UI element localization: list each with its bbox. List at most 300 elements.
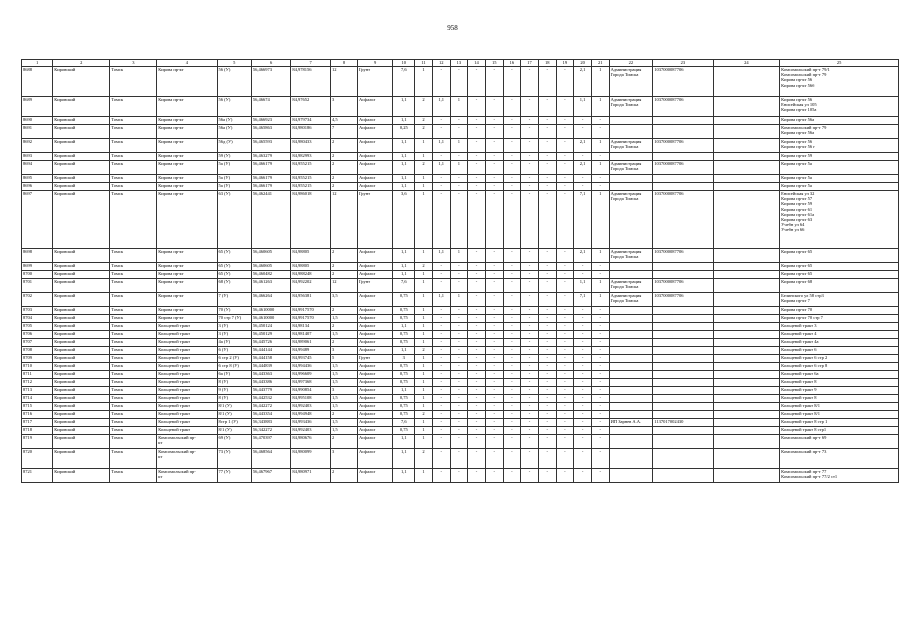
cell-latitude: 56,342272	[251, 427, 291, 435]
cell-col-25	[780, 339, 899, 347]
cell-street: Кирова пр-кт	[157, 153, 217, 161]
cell-owner	[609, 435, 653, 449]
cell-street: Кирова пр-кт	[157, 191, 217, 249]
cell-ogrn	[653, 411, 713, 419]
cell-cell-16: -	[503, 411, 521, 419]
cell-line: Города Томска	[610, 144, 639, 150]
cell-house: 6 стр 2 (У)	[217, 355, 251, 363]
cell-latitude: 56,444144	[251, 347, 291, 355]
cell-cell-21: -	[591, 263, 609, 271]
cell-district: Кировский	[53, 279, 110, 293]
cell-longitude: 84,990854	[291, 387, 331, 395]
cell-area: 2	[330, 323, 357, 331]
cell-longitude: 84,99489	[291, 347, 331, 355]
cell-cell-20: 2,1	[574, 139, 592, 153]
cell-length: 0,75	[393, 363, 415, 371]
cell-cell-21: -	[591, 449, 609, 469]
cell-line: Кирова пр-кт 56	[781, 97, 813, 102]
cell-row-id: 8694	[22, 161, 53, 175]
cell-row-id: 8703	[22, 307, 53, 315]
table-row	[22, 363, 899, 371]
cell-line: Кирова пр-кт 57	[781, 196, 813, 202]
cell-cell-21: 1	[591, 161, 609, 175]
cell-cell-12: -	[432, 371, 450, 379]
cell-row-id: 8712	[22, 379, 53, 387]
cell-line: Администрация	[610, 67, 642, 72]
cell-latitude: 56,461263	[251, 279, 291, 293]
cell-count: 1	[415, 435, 433, 449]
cell-house: 68 (У)	[217, 279, 251, 293]
cell-cell-12: -	[432, 271, 450, 279]
cell-count: 2	[415, 449, 433, 469]
cell-street: Кольцевой тракт	[157, 331, 217, 339]
cell-cell-15: -	[485, 355, 503, 363]
cell-col-25	[780, 117, 899, 125]
cell-cell-20: -	[574, 117, 592, 125]
table-row	[22, 271, 899, 279]
cell-count: 1	[415, 139, 433, 153]
cell-cell-14: -	[468, 263, 486, 271]
cell-cell-16: -	[503, 449, 521, 469]
cell-district: Кировский	[53, 307, 110, 315]
cell-cell-15: -	[485, 175, 503, 183]
cell-served-addresses	[713, 183, 780, 191]
cell-cell-16: -	[503, 387, 521, 395]
cell-longitude: 84,989061	[291, 339, 331, 347]
cell-cell-20: -	[574, 323, 592, 331]
cell-line: кт	[158, 440, 163, 446]
cell-area: 1,5	[330, 363, 357, 371]
cell-cell-12: -	[432, 67, 450, 97]
cell-area: 2	[330, 139, 357, 153]
cell-latitude: 56,450129	[251, 331, 291, 339]
cell-row-id: 8720	[22, 449, 53, 469]
cell-district: Кировский	[53, 371, 110, 379]
cell-line: Кирова пр-кт 5а	[781, 175, 812, 180]
cell-line: Кирова пр-кт 65	[781, 249, 813, 254]
cell-cell-14: -	[468, 323, 486, 331]
cell-cell-13: -	[450, 191, 468, 249]
cell-city: Томск	[110, 315, 157, 323]
header-row	[22, 60, 899, 67]
cell-cell-20: -	[574, 347, 592, 355]
cell-cell-13: -	[450, 355, 468, 363]
cell-row-id: 8704	[22, 315, 53, 323]
cell-cell-13: -	[450, 315, 468, 323]
cell-owner	[609, 379, 653, 387]
cell-length: 3,6	[393, 191, 415, 249]
cell-col-25	[780, 363, 899, 371]
cell-cell-16: -	[503, 97, 521, 117]
cell-cell-16: -	[503, 271, 521, 279]
cell-district: Кировский	[53, 161, 110, 175]
cell-cell-17: -	[521, 271, 539, 279]
cell-row-id: 8719	[22, 435, 53, 449]
cell-cell-15: -	[485, 469, 503, 483]
cell-longitude: 84,996609	[291, 371, 331, 379]
cell-col-25	[780, 387, 899, 395]
cell-cell-21: 1	[591, 97, 609, 117]
column-header: 2	[53, 60, 110, 67]
cell-area: 1,5	[330, 379, 357, 387]
cell-latitude: 56,462441	[251, 191, 291, 249]
cell-district: Кировский	[53, 97, 110, 117]
cell-served-addresses	[713, 161, 780, 175]
cell-cell-19: -	[556, 435, 574, 449]
cell-cell-19: -	[556, 411, 574, 419]
cell-house: 65 (У)	[217, 271, 251, 279]
cell-street: Кольцевой тракт	[157, 419, 217, 427]
cell-length: 0,75	[393, 427, 415, 435]
cell-line: Администрация	[610, 279, 642, 284]
cell-ogrn	[653, 307, 713, 315]
cell-cell-19: -	[556, 175, 574, 183]
cell-district: Кировский	[53, 153, 110, 161]
cell-house: 3 (У)	[217, 323, 251, 331]
cell-surface: Асфальт	[357, 395, 392, 403]
cell-cell-20: -	[574, 307, 592, 315]
cell-district: Кировский	[53, 449, 110, 469]
cell-latitude: 56,4610000	[251, 307, 291, 315]
cell-ogrn	[653, 403, 713, 411]
cell-ogrn	[653, 315, 713, 323]
column-header: 8	[330, 60, 357, 67]
cell-street: Кольцевой тракт	[157, 355, 217, 363]
cell-cell-15: -	[485, 271, 503, 279]
cell-cell-14: -	[468, 125, 486, 139]
cell-cell-15: -	[485, 347, 503, 355]
cell-owner	[609, 315, 653, 323]
cell-count: 1	[415, 339, 433, 347]
cell-line: Администрация	[610, 191, 642, 196]
cell-cell-17: -	[521, 139, 539, 153]
cell-cell-20: -	[574, 183, 592, 191]
cell-cell-20: -	[574, 419, 592, 427]
cell-cell-12: -	[432, 117, 450, 125]
cell-cell-20: 2,1	[574, 249, 592, 263]
cell-row-id: 8721	[22, 469, 53, 483]
cell-latitude: 56,443386	[251, 379, 291, 387]
cell-house: 73 (У)	[217, 449, 251, 469]
cell-cell-19: -	[556, 183, 574, 191]
cell-cell-19: -	[556, 139, 574, 153]
cell-latitude: 56,442272	[251, 403, 291, 411]
cell-cell-14: -	[468, 387, 486, 395]
cell-owner	[609, 427, 653, 435]
cell-cell-19: -	[556, 347, 574, 355]
table-row	[22, 279, 899, 293]
cell-owner	[609, 411, 653, 419]
table-row	[22, 307, 899, 315]
cell-cell-15: -	[485, 395, 503, 403]
cell-count: 1	[415, 315, 433, 323]
cell-line: Кольцевой тракт 8	[781, 379, 817, 384]
cell-count: 1	[415, 307, 433, 315]
cell-cell-17: -	[521, 427, 539, 435]
table-row	[22, 355, 899, 363]
cell-house: 56 (У)	[217, 67, 251, 97]
cell-cell-19: -	[556, 339, 574, 347]
cell-cell-20: -	[574, 355, 592, 363]
cell-ogrn: 1037000087706	[653, 67, 713, 97]
cell-length: 1,1	[393, 153, 415, 161]
cell-cell-14: -	[468, 331, 486, 339]
cell-longitude: 84,98134	[291, 323, 331, 331]
cell-street: Кирова пр-кт	[157, 125, 217, 139]
cell-longitude: 84,995108	[291, 395, 331, 403]
cell-line: Города Томска	[610, 72, 639, 78]
cell-city: Томск	[110, 293, 157, 307]
cell-cell-15: -	[485, 67, 503, 97]
cell-line: Комсомольский пр-т 77/2 ст1	[781, 474, 838, 480]
cell-city: Томск	[110, 307, 157, 315]
cell-served-addresses	[713, 331, 780, 339]
cell-latitude: 56,460605	[251, 263, 291, 271]
cell-ogrn	[653, 371, 713, 379]
cell-served-addresses	[713, 323, 780, 331]
cell-cell-17: -	[521, 293, 539, 307]
cell-cell-19: -	[556, 331, 574, 339]
table-row	[22, 435, 899, 449]
cell-cell-21: -	[591, 307, 609, 315]
cell-cell-18: -	[538, 379, 556, 387]
cell-line: Кирова пр-кт 59	[781, 153, 813, 158]
cell-district: Кировский	[53, 125, 110, 139]
cell-cell-14: -	[468, 395, 486, 403]
cell-cell-18: -	[538, 97, 556, 117]
cell-cell-19: -	[556, 161, 574, 175]
cell-cell-18: -	[538, 279, 556, 293]
cell-cell-14: -	[468, 153, 486, 161]
cell-count: 1	[415, 355, 433, 363]
cell-cell-18: -	[538, 403, 556, 411]
cell-area: 3	[330, 347, 357, 355]
cell-cell-18: -	[538, 395, 556, 403]
cell-cell-12: -	[432, 191, 450, 249]
cell-surface: Асфальт	[357, 97, 392, 117]
cell-city: Томск	[110, 435, 157, 449]
cell-count: 1	[415, 67, 433, 97]
cell-cell-20: 1,1	[574, 279, 592, 293]
cell-cell-18: -	[538, 469, 556, 483]
cell-cell-20: -	[574, 395, 592, 403]
cell-longitude: 84,979734	[291, 117, 331, 125]
cell-cell-19: -	[556, 191, 574, 249]
cell-house: 5а (У)	[217, 161, 251, 175]
cell-cell-20: -	[574, 315, 592, 323]
cell-cell-14: -	[468, 379, 486, 387]
cell-line: Белинского ул 58 стр3	[781, 293, 824, 298]
cell-row-id: 8707	[22, 339, 53, 347]
cell-latitude: 56,466923	[251, 117, 291, 125]
cell-owner	[609, 161, 653, 175]
cell-cell-14: -	[468, 293, 486, 307]
cell-cell-17: -	[521, 347, 539, 355]
cell-cell-12: -	[432, 263, 450, 271]
cell-area: 1,5	[330, 315, 357, 323]
cell-street: Кирова пр-кт	[157, 271, 217, 279]
cell-cell-14: -	[468, 427, 486, 435]
column-header: 19	[556, 60, 574, 67]
cell-longitude: 84,980186	[291, 125, 331, 139]
cell-surface: Асфальт	[357, 323, 392, 331]
cell-served-addresses	[713, 315, 780, 323]
cell-cell-17: -	[521, 263, 539, 271]
cell-city: Томск	[110, 161, 157, 175]
cell-cell-12: -	[432, 435, 450, 449]
cell-cell-20: 7,1	[574, 293, 592, 307]
table-row	[22, 125, 899, 139]
cell-cell-13: -	[450, 387, 468, 395]
cell-cell-13: -	[450, 379, 468, 387]
cell-street: Кольцевой тракт	[157, 347, 217, 355]
cell-col-25	[780, 315, 899, 323]
cell-street: Кирова пр-кт	[157, 315, 217, 323]
cell-ogrn	[653, 153, 713, 161]
cell-col-25	[780, 449, 899, 469]
cell-cell-16: -	[503, 435, 521, 449]
cell-ogrn	[653, 379, 713, 387]
column-header: 9	[357, 60, 392, 67]
cell-cell-18: -	[538, 355, 556, 363]
cell-cell-21: -	[591, 271, 609, 279]
cell-col-25	[780, 271, 899, 279]
cell-served-addresses	[713, 263, 780, 271]
cell-district: Кировский	[53, 191, 110, 249]
cell-cell-21: -	[591, 363, 609, 371]
cell-city: Томск	[110, 347, 157, 355]
cell-surface: Асфальт	[357, 347, 392, 355]
cell-area: 3	[330, 449, 357, 469]
column-header: 23	[653, 60, 713, 67]
cell-ogrn	[653, 125, 713, 139]
cell-cell-16: -	[503, 331, 521, 339]
cell-area: 2	[330, 175, 357, 183]
cell-cell-16: -	[503, 371, 521, 379]
cell-line: Кирова пр-кт 65	[781, 271, 813, 276]
cell-cell-12: -	[432, 387, 450, 395]
cell-street: Кирова пр-кт	[157, 97, 217, 117]
cell-cell-16: -	[503, 427, 521, 435]
cell-cell-13: -	[450, 395, 468, 403]
cell-length: 7,6	[393, 419, 415, 427]
cell-line: Кольцевой тракт 6	[781, 347, 817, 352]
table-row	[22, 395, 899, 403]
cell-cell-15: -	[485, 419, 503, 427]
cell-cell-20: -	[574, 435, 592, 449]
cell-cell-16: -	[503, 339, 521, 347]
cell-cell-12: -	[432, 419, 450, 427]
cell-cell-16: -	[503, 469, 521, 483]
cell-cell-13: -	[450, 67, 468, 97]
cell-length: 0,75	[393, 379, 415, 387]
cell-served-addresses	[713, 97, 780, 117]
cell-col-25	[780, 379, 899, 387]
cell-cell-17: -	[521, 363, 539, 371]
cell-surface: Асфальт	[357, 419, 392, 427]
cell-ogrn	[653, 331, 713, 339]
cell-latitude: 56,443779	[251, 387, 291, 395]
cell-district: Кировский	[53, 469, 110, 483]
cell-longitude: 84,992403	[291, 403, 331, 411]
cell-cell-21: -	[591, 339, 609, 347]
cell-owner	[609, 347, 653, 355]
cell-line: Енисейская ул 105	[781, 102, 817, 108]
cell-city: Томск	[110, 469, 157, 483]
cell-cell-15: -	[485, 191, 503, 249]
cell-latitude: 56,468564	[251, 449, 291, 469]
cell-cell-19: -	[556, 379, 574, 387]
cell-district: Кировский	[53, 139, 110, 153]
cell-line: Кольцевой тракт 4	[781, 331, 817, 336]
cell-house: 56а (У)	[217, 117, 251, 125]
table-row	[22, 403, 899, 411]
cell-surface: Асфальт	[357, 307, 392, 315]
cell-line: Города Томска	[610, 196, 639, 202]
cell-longitude: 84,993745	[291, 355, 331, 363]
cell-house: 8/1 (У)	[217, 403, 251, 411]
cell-cell-17: -	[521, 125, 539, 139]
cell-district: Кировский	[53, 347, 110, 355]
cell-length: 0,75	[393, 411, 415, 419]
cell-col-25	[780, 411, 899, 419]
table-row	[22, 411, 899, 419]
cell-cell-19: -	[556, 293, 574, 307]
cell-length: 7,6	[393, 67, 415, 97]
cell-line: Комсомольский пр-т 77	[781, 469, 827, 474]
cell-cell-13: -	[450, 403, 468, 411]
cell-district: Кировский	[53, 249, 110, 263]
cell-area: 5	[330, 355, 357, 363]
cell-area: 2	[330, 469, 357, 483]
cell-surface: Асфальт	[357, 435, 392, 449]
cell-ogrn	[653, 339, 713, 347]
cell-cell-15: -	[485, 387, 503, 395]
cell-served-addresses	[713, 339, 780, 347]
cell-cell-17: -	[521, 323, 539, 331]
cell-surface: Асфальт	[357, 371, 392, 379]
cell-latitude: 56,466179	[251, 183, 291, 191]
cell-served-addresses	[713, 363, 780, 371]
cell-cell-17: -	[521, 315, 539, 323]
column-header: 5	[217, 60, 251, 67]
cell-served-addresses	[713, 191, 780, 249]
cell-count: 1	[415, 331, 433, 339]
cell-line: Кольцевой тракт 6 стр 2	[781, 355, 828, 360]
cell-cell-19: -	[556, 307, 574, 315]
cell-count: 1	[415, 183, 433, 191]
cell-city: Томск	[110, 371, 157, 379]
cell-count: 2	[415, 125, 433, 139]
cell-cell-20: -	[574, 175, 592, 183]
cell-cell-14: -	[468, 371, 486, 379]
cell-cell-18: -	[538, 191, 556, 249]
cell-line: Комсомольский пр-т 79	[781, 125, 827, 130]
cell-cell-13: -	[450, 175, 468, 183]
cell-owner	[609, 355, 653, 363]
cell-cell-13: 1	[450, 293, 468, 307]
cell-col-25	[780, 435, 899, 449]
cell-cell-16: -	[503, 293, 521, 307]
cell-served-addresses	[713, 67, 780, 97]
cell-cell-12: -	[432, 395, 450, 403]
cell-longitude: 84,993436	[291, 419, 331, 427]
cell-owner	[609, 271, 653, 279]
cell-longitude: 84,994948	[291, 411, 331, 419]
cell-surface: Асфальт	[357, 271, 392, 279]
cell-owner	[609, 139, 653, 153]
cell-row-id: 8705	[22, 323, 53, 331]
